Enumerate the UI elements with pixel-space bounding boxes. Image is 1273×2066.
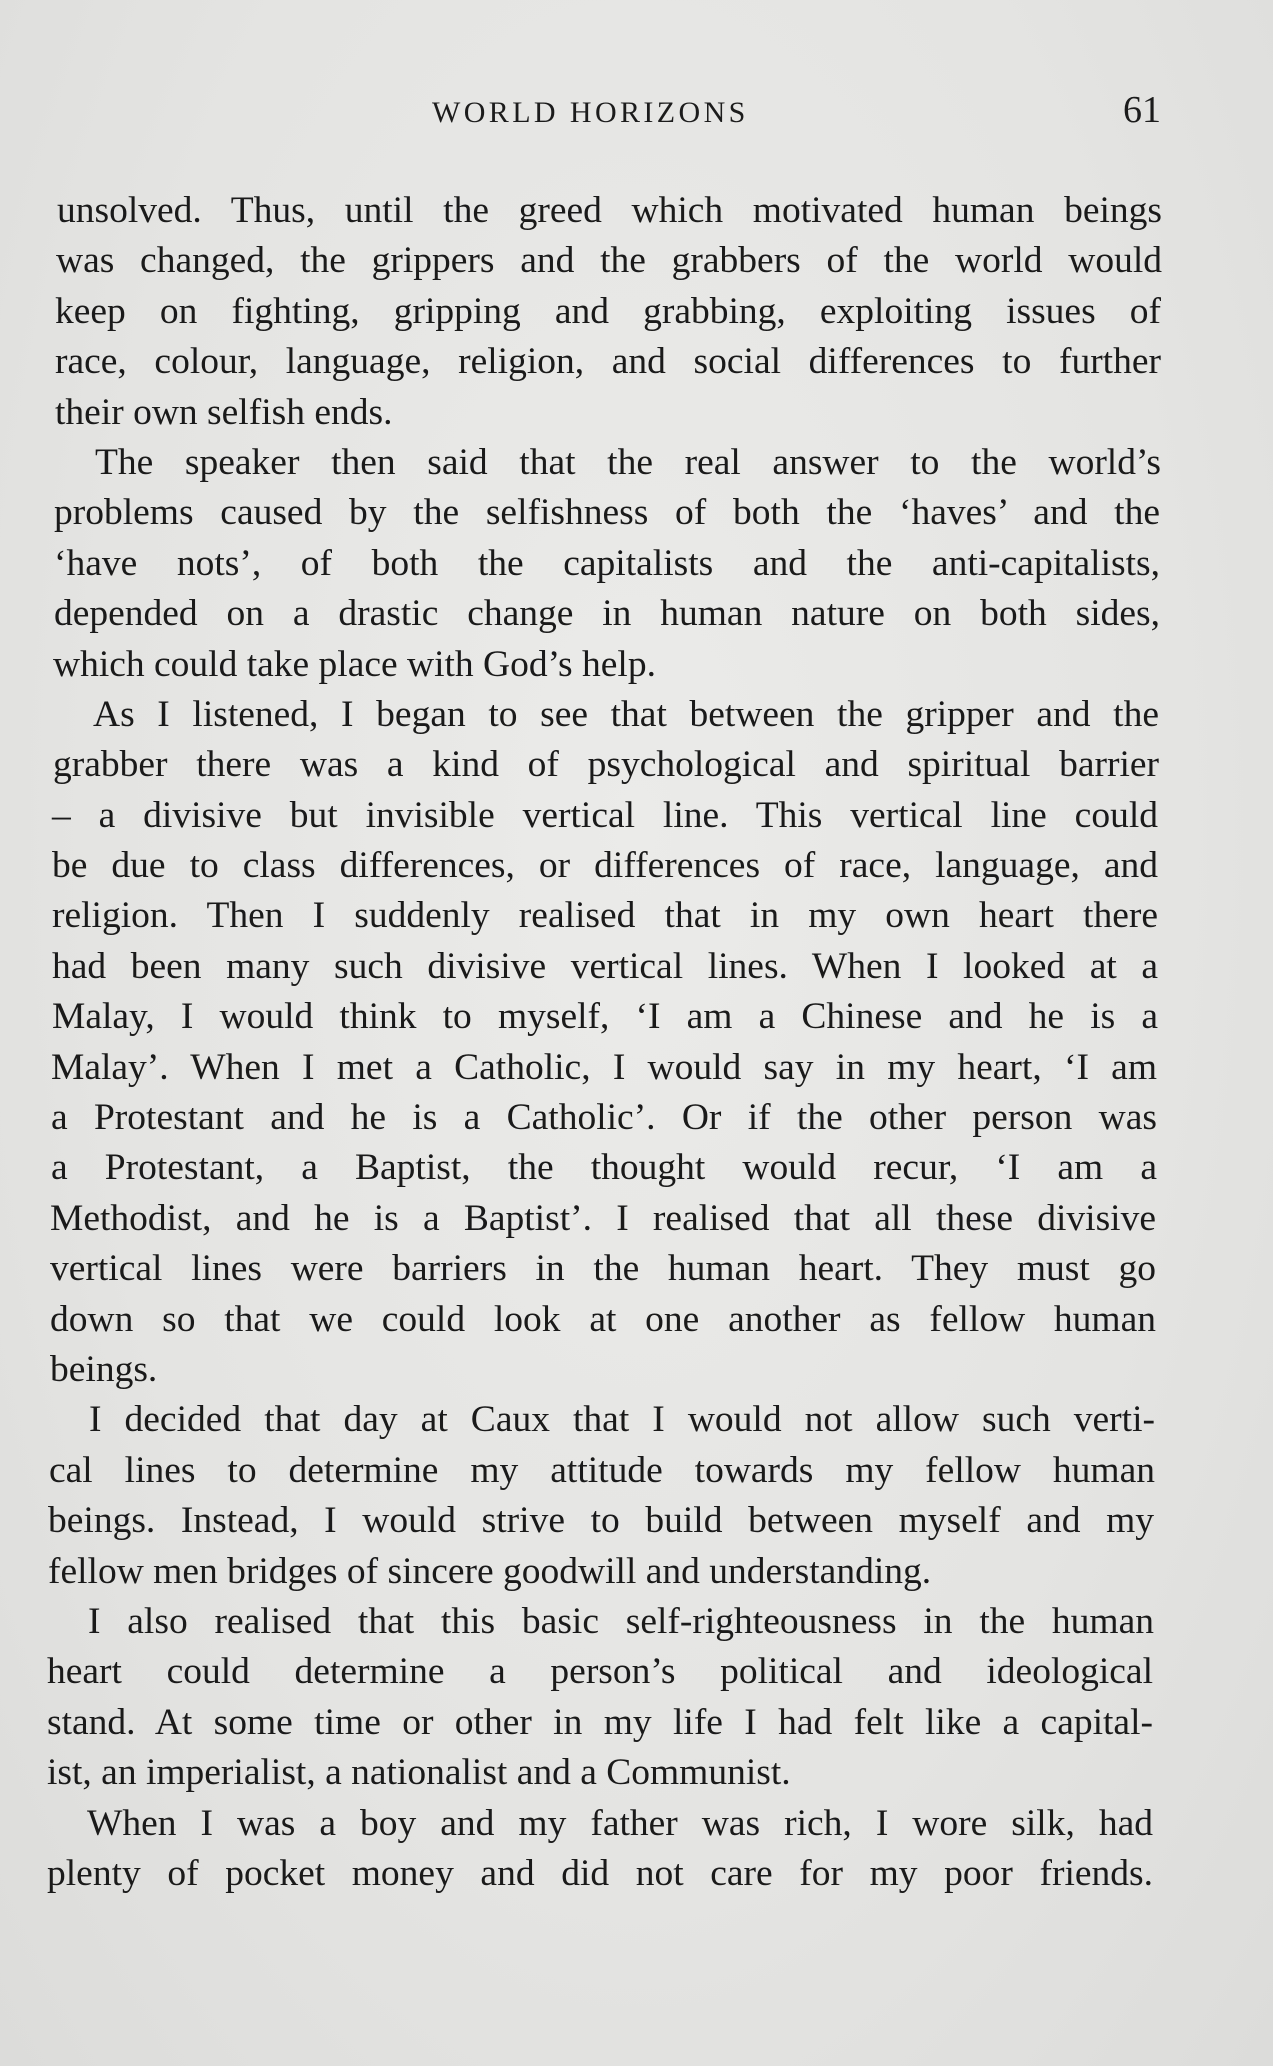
text-line: plenty of pocket money and did not care for my poor friends. xyxy=(47,1852,1153,1894)
text-line: a Protestant, a Baptist, the thought would recur, ‘I am a xyxy=(51,1147,1157,1189)
text-line: stand. At some time or other in my life I had felt like a capital- xyxy=(47,1701,1153,1743)
text-line: Malay, I would think to myself, ‘I am a Chinese and he is a xyxy=(52,996,1158,1038)
text-line: depended on a drastic change in human nature on both sides, xyxy=(54,593,1160,635)
text-line: their own selfish ends. xyxy=(55,391,393,433)
text-line: – a divisive but invisible vertical line. This vertical line could xyxy=(52,794,1158,836)
text-line: problems caused by the selfishness of both the ‘haves’ and the xyxy=(54,492,1160,534)
text-line: which could take place with God’s help. xyxy=(53,643,656,685)
text-line: beings. Instead, I would strive to build between myself and my xyxy=(48,1500,1154,1542)
text-line: Methodist, and he is a Baptist’. I realised that all these divisive xyxy=(50,1197,1156,1239)
text-line: a Protestant and he is a Catholic’. Or if the other person was xyxy=(51,1097,1157,1139)
text-line: keep on fighting, gripping and grabbing, exploiting issues of xyxy=(55,290,1161,332)
body-text xyxy=(0,186,1273,1899)
text-line: The speaker then said that the real answer to the world’s xyxy=(95,441,1161,483)
running-head: WORLD HORIZONS xyxy=(432,96,749,129)
text-line: As I listened, I began to see that between the gripper and the xyxy=(93,693,1159,735)
text-line: grabber there was a kind of psychological and spiritual barrier xyxy=(53,744,1159,786)
text-line: down so that we could look at one another as fellow human xyxy=(50,1298,1156,1340)
page-header xyxy=(0,84,1273,134)
text-line: Malay’. When I met a Catholic, I would say in my heart, ‘I am xyxy=(51,1046,1157,1088)
text-line: fellow men bridges of sincere goodwill and understanding. xyxy=(48,1550,932,1592)
text-line: vertical lines were barriers in the human heart. They must go xyxy=(50,1248,1156,1290)
text-line: ist, an imperialist, a nationalist and a Communist. xyxy=(47,1752,791,1794)
text-line: unsolved. Thus, until the greed which motivated human beings xyxy=(57,190,1162,231)
text-line: When I was a boy and my father was rich, I wore silk, had xyxy=(87,1802,1153,1844)
text-line: be due to class differences, or differences of race, language, and xyxy=(52,845,1158,887)
text-line: I also realised that this basic self-righteousness in the human xyxy=(88,1600,1154,1642)
page-number: 61 xyxy=(1123,89,1161,131)
text-line: cal lines to determine my attitude towards my fellow human xyxy=(49,1449,1155,1491)
text-line: I decided that day at Caux that I would not allow such verti- xyxy=(89,1399,1155,1441)
text-line: religion. Then I suddenly realised that in my own heart there xyxy=(52,895,1158,937)
text-line: race, colour, language, religion, and social differences to further xyxy=(55,341,1161,383)
text-line: ‘have nots’, of both the capitalists and the anti-capitalists, xyxy=(54,542,1160,584)
text-line: was changed, the grippers and the grabbers of the world would xyxy=(56,240,1162,282)
text-line: heart could determine a person’s political and ideological xyxy=(47,1651,1153,1693)
text-line: beings. xyxy=(50,1348,158,1390)
text-line: had been many such divisive vertical lines. When I looked at a xyxy=(52,945,1158,987)
